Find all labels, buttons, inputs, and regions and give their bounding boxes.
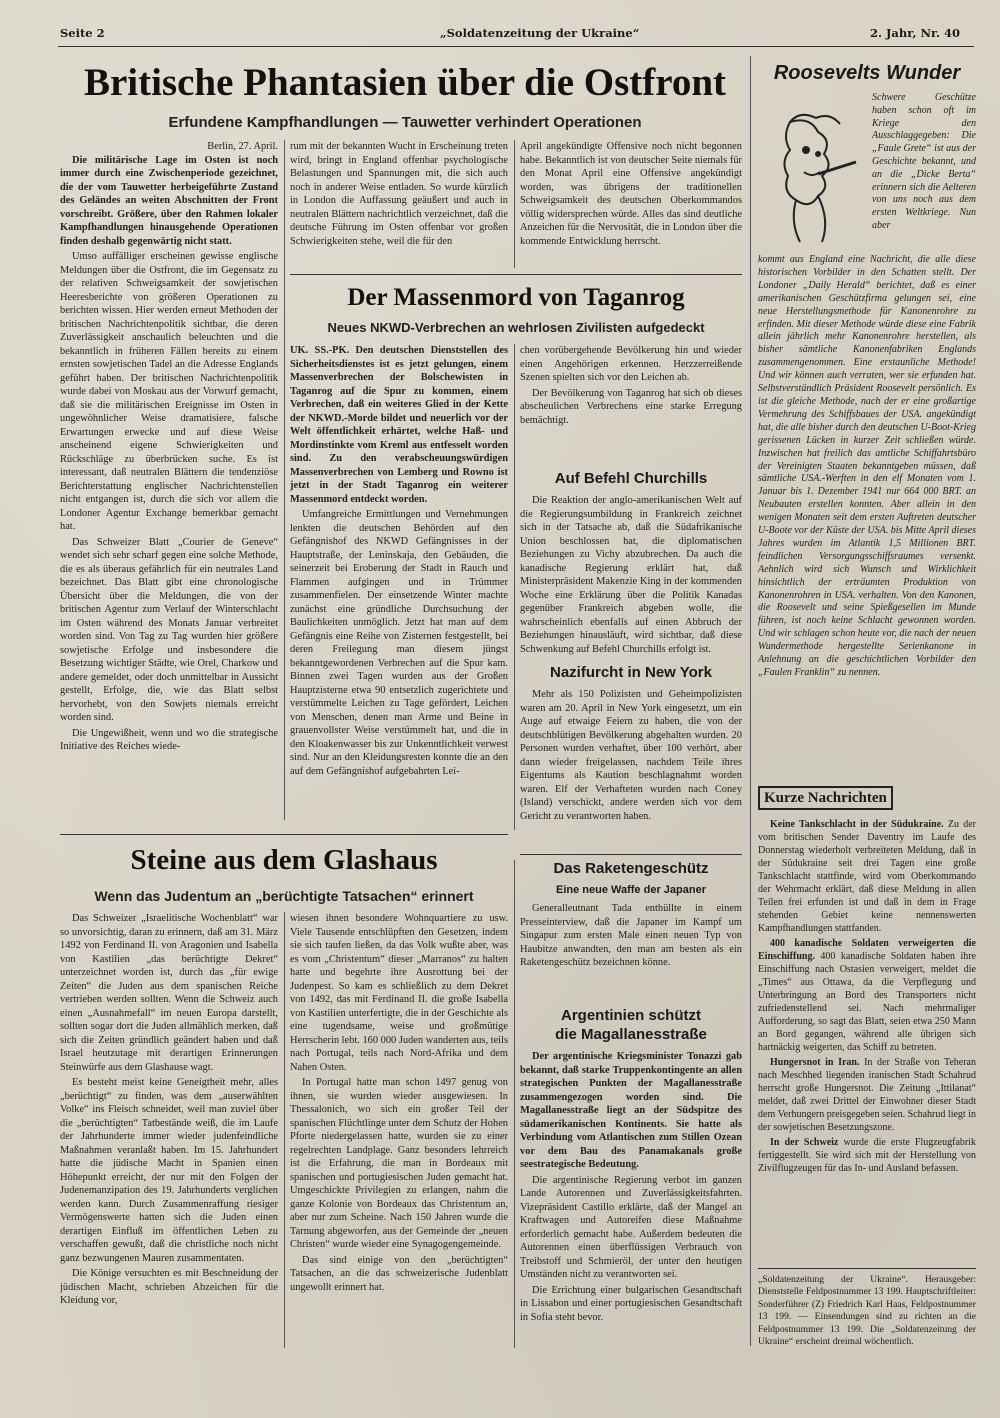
article1-paragraph: Die Ungewißheit, wenn und wo die strategische Initiative des Reiches wiede-	[60, 727, 278, 752]
rakete-body	[520, 902, 742, 998]
news-item	[758, 1056, 976, 1134]
rakete-title: Das Raketengeschütz	[553, 860, 709, 877]
news-item-head: 400 kanadische Soldaten verweigerten die Einschiffung.	[758, 938, 976, 962]
column-divider	[284, 912, 285, 1348]
steine-paragraph: Das Schweizer „Israelitische Wochenblatt“ war so unvorsichtig, daran zu erinnern, daß am 31. März 1492 von Ferdinand II. von Aragonien und Isabella von Kastilien „das berüchtigte Dekret“ unterzeichnet worden ist, durch das „für ewige Zeiten“ die Juden aus dem spanischen Reiche vertrieben werden sollten. Wenn die Schweiz auch einen „Ausnahmefall“ im neuen Europa darstellt, sollten sogar dort die Juden allmählich merken, daß sich die Zeiten gründlich geändert haben und daß Israel heutzutage mit derartigen Erinnerungen Steinwürfe aus dem Glashause wagt.	[60, 913, 278, 1073]
article1-subtitle: Erfundene Kampfhandlungen — Tauwetter verhindert Operationen	[168, 114, 642, 131]
news-item	[758, 937, 976, 1054]
news-item	[758, 818, 976, 935]
rakete-subtitle: Eine neue Waffe der Japaner	[556, 884, 706, 896]
roosevelt-paragraph: kommt aus England eine Nachricht, die alle diese historischen Vorbilder in den Schatten stellt. Der Londoner „Daily Herald“ berichtet, daß es einer amerikanischen Geschützfirma gelungen sei, eine neue Herstellungsmethode für Kanonenrohre zu erfinden. Mit dieser Methode würde diese eine Fabrik allein jährlich mehr Kanonenrohre herstellen, als bisher sämtliche Kanonenfabriken Englands zusammengenommen. Eine erstaunliche Methode! Und wir können auch verraten, wer sie erfunden hat. Selbstverständlich Präsident Roosevelt persönlich. Es ist die gleiche Methode, nach der er eine großartige Vermehrung des Schiffsbaues der USA. angekündigt hat, die alle bisher durch den deutschen U-Boot-Krieg gerissenen Lücken in kurzer Zeit schließen würde. Inzwischen hat freilich das amtliche Schiffahrtsbüro der Vereinigten Staaten bekanntgeben müssen, daß sämtliche USA.-Werften in den elf Monaten vom 1. Januar bis 1. Dezember 1941 nur 664 000 BRT. an Neubauten erstellen konnten. Aber allein in den wenigen Monaten seit dem ersten Auftreten deutscher U-Boote vor der Küste der USA. bis Mitte April dieses Jahres wurden im Atlantik 1,5 Millionen BRT. feindlichen Versorgungsschiffsraumes versenkt. Aehnlich wird sich Wunsch und Wirklichkeit hinsichtlich der erträumten Produktion von Kanonenrohren in USA. verhalten. Von den Kanonen, die Roosevelt und seine Spießgesellen im Munde führen, ist noch keine Schlacht gewonnen worden. Und wir schlagen schon heute vor, die nach der neuen Wundermethode hergestellte Serienkanone in Anlehnung an die geschichtlichen Vorbilder den „Faulen Franklin“ zu nennen.	[758, 254, 976, 678]
column-divider	[284, 140, 285, 820]
churchill-body	[520, 494, 742, 660]
steine-paragraph: Das sind einige von den „berüchtigten“ Tatsachen, an die das schweizerische Judenblatt ungewollt erinnert hat.	[290, 1254, 508, 1293]
section-rule	[290, 274, 742, 275]
kurz-body	[758, 818, 976, 1262]
article2-subtitle: Neues NKWD-Verbrechen an wehrlosen Zivilisten aufgedeckt	[327, 320, 705, 335]
page-header	[60, 26, 960, 44]
steine-paragraph: wiesen ihnen besondere Wohnquartiere zu usw. Viele Tausende entschlüpften den Gesetzen, indem sie sich taufen ließen, da das Volk wußte aber, was es vom „Christentum“ dieser „Marranos“ zu halten hatte und begehrte ihre Ausrottung bei der Judenpest. So kam es schließlich zu dem Dekret von 1492, das mit Ferdinand II. die große Isabella von Kastilien unterfertigte, die in der Geschichte als eine tugendsame, weise und großmütige Herrscherin lebt. 160 000 Juden wanderten aus, teils nach Portugal, teils nach Nord-Afrika und dem Nahen Osten.	[290, 913, 508, 1073]
section-rule	[60, 834, 508, 835]
article1-paragraph: Das Schweizer Blatt „Courier de Geneve“ wendet sich sehr scharf gegen eine solche Methode, die es als überaus gefährlich für ein neutrales Land bezeichnet. Das Blatt gibt eine chronologische Übersicht über die Meldungen, die von der britischen Agentur zum Verlauf der Winterschlacht im Osten während des Monats Januar verbreitet worden sind. Von Tag zu Tag wurden hier größere sowjetische Erfolge und insbesondere die Besetzung wichtiger Städte, wie Orel, Charkow und andere gemeldet, oder doch unmittelbar in Aussicht gestellt, Erfolge, die, wie das Blatt selbst hervorhebt, von den Sowjets niemals erreicht worden sind.	[60, 536, 278, 723]
article2-column-1	[290, 344, 508, 830]
argentinien-paragraph: Die argentinische Regierung verbot im ganzen Lande Autorennen und Zuverlässigkeitsfahrten. Vizepräsident Castillo erklärte, daß der Mangel an Kraftwagen und Autoreifen diese Maßnahme erforderlich gemacht habe. Außerdem bedeuten die Autorennen einen überflüssigen Verbrauch von Treibstoff und Schmieröl, der unter den heutigen Umständen nicht zu verantworten sei.	[520, 1174, 742, 1280]
argentinien-title	[520, 1006, 742, 1044]
newyork-paragraph: Mehr als 150 Polizisten und Geheimpolizisten waren am 20. April in New York eingesetzt, um ein Auge auf etwaige Feiern zu haben, die von der deutschblütigen Bevölkerung abgehalten wurden. 20 Personen wurden verhaftet, über 100 verhört, aber dann wieder freigelassen, nachdem Teile ihres Eigentums als Kaution beschlagnahmt worden waren. Elf der Verhafteten wurden nach Coney (Island) verschickt, andere werden sich vor dem Gericht zu verantworten haben.	[520, 689, 742, 822]
column-divider	[514, 860, 515, 1348]
news-item	[758, 1136, 976, 1175]
roosevelt-body	[758, 254, 976, 778]
steine-paragraph: Es besteht meist keine Geneigtheit mehr, alles „berüchtigt“ zu finden, was dem „auserwählten Volke“ ins Fleisch schneidet, weil man zuviel über die „berüchtigten“ Tatbestände weiß, die im Laufe der Jahrhunderte immer wieder judenfeindliche Maßnahmen veranlaßt haben. Im 15. Jahrhundert hatte die jüdische Macht in Spanien einen Höhepunkt erreicht, der nur mit den Folgen der Judenemanzipation des 19. Jahrhunderts verglichen werden kann. Durch Zusammenraffung riesiger Vermögenswerte hatten sich die Juden einen derartigen Einfluß im öffentlichen Leben zu verschaffen gewußt, daß die christliche noch nicht ganz bezwungenen Mauren zusammentaten.	[60, 1077, 278, 1264]
news-item-text: wurde die erste Flugzeugfabrik fertiggestellt. Sie wird sich mit der Herstellung von Zivilflugzeugen für das In- und Ausland befassen.	[758, 1137, 976, 1174]
rakete-paragraph: Generalleutnant Tada enthüllte in einem Presseinterview, daß die Japaner im Kampf um Singapur zum ersten Male einen neuen Typ von Haubitze anwandten, den man am besten als ein Raketengeschütz bezeichnen könne.	[520, 903, 742, 968]
article2-title: Der Massenmord von Taganrog	[347, 284, 685, 311]
article2-paragraph: Der Bevölkerung von Taganrog hat sich ob dieses abscheulichen Verbrechens eine starke Erregung bemächtigt.	[520, 387, 742, 426]
imprint-rule	[758, 1268, 976, 1269]
article1-paragraph: April angekündigte Offensive noch nicht begonnen habe. Bekanntlich ist von deutscher Seite niemals für den Monat April eine Offensive angekündigt worden, was übrigens der traditionellen Schweigsamkeit des deutschen Oberkommandos völlig widersprechen würde. Alles das sind deutliche Anzeichen für die Nervosität, die in London über die kommende Entwicklung herrscht.	[520, 141, 742, 247]
argentinien-title-line: die Magallanesstraße	[555, 1026, 707, 1043]
roosevelt-title: Roosevelts Wunder	[773, 62, 961, 84]
header-rule	[58, 46, 974, 47]
newyork-title: Nazifurcht in New York	[550, 664, 712, 681]
news-item-head: In der Schweiz	[770, 1137, 839, 1148]
article1-column-3	[520, 140, 742, 268]
article2-lead: UK. SS.-PK. Den deutschen Dienststellen des Sicherheitsdienstes ist es jetzt gelungen, einem Massenverbrechen der Bolschewisten in Taganrog auf die Spur zu kommen, einem Verbrechen, daß ein weiteres Glied in der Kette der NKWD.-Morde bildet und neuerlich vor der Welt öffentlichkeit erhärtet, welche Haß- und Mordinstinkte vom Kreml aus entfesselt worden sind. Zu den verabscheuungswürdigen Massenverbrechen von Lemberg und Rowno ist jetzt in der Stadt Taganrog ein weiterer Massenmord entdeckt worden.	[290, 345, 508, 505]
steine-column-1	[60, 912, 278, 1348]
argentinien-paragraph: Die Errichtung einer bulgarischen Gesandtschaft in Lissabon und einer portugiesischen Gesandtschaft in Sofia steht bevor.	[520, 1284, 742, 1323]
article2-paragraph: Umfangreiche Ermittlungen und Vernehmungen lenkten die deutschen Behörden auf den Gefängnishof des NKWD Gefängnisses in der Hauptstraße, der Leninskaja, den Gebäuden, die seinerzeit bei Eroberung der Stadt in Rauch und Flammen aufgingen und in Trümmer zusammenfielen. Der einsetzende Winter machte zunächst eine gründliche Durchsuchung der Baulichkeiten unmöglich. Jetzt hat man auf dem Gefängnis eine Reihe von Zisternen festgestellt, bei deren Freilegung man diesem jüngst bekanntgewordenen Verbrechen auf die Spur kam. Binnen zwei Tagen wurden aus der Großen Hauptzisterne etwa 90 entsetzlich zugerichtete und verstümmelte Leichen zu Tage gefördert, Leichen von Menschen, denen man Arme und Beine in grauenvollster Weise verstümmelt hat, und die in den Kloakenwasser bis zur Unkenntlichkeit verwest sind. Nur an den Kleidungsresten konnte die an den auf dem Gefängnishof aufgebahrten Lei-	[290, 509, 508, 777]
imprint: „Soldatenzeitung der Ukraine“. Herausgeber: Dienststelle Feldpostnummer 13 199. Hauptschriftleiter: Sonderführer (Z) Friedrich Karl Haas, Feldpostnummer 13 199. — Einsendungen sind zu richten an die Feldpostnummer 13 199. Die „Soldatenzeitung der Ukraine“ erscheint dreimal wöchentlich.	[758, 1274, 976, 1348]
article1-lead: Die militärische Lage im Osten ist noch immer durch eine Zwischenperiode gezeichnet, die der vom Tauwetter herbeigeführte Zustand des Geländes an weiten Abschnitten der Front vorschreibt. Größere, über den Rahmen lokaler Kampfhandlungen hinausgehende Operationen finden deshalb gegenwärtig nicht statt.	[60, 154, 278, 247]
steine-paragraph: Die Könige versuchten es mit Beschneidung der jüdischen Macht, schrieben Abzeichen für die Kleidung vor,	[60, 1268, 278, 1306]
kurz-title: Kurze Nachrichten	[758, 786, 893, 810]
article1-paragraph: Umso auffälliger erscheinen gewisse englische Meldungen über die Ostfront, die im Gegensatz zu der relativen Schweigsamkeit der sowjetischen Heeresberichte von größeren Operationen zu berichten wissen. Hier werden erneut Methoden der britischen Nachrichtenpolitik sichtbar, die deren Zuverlässigkeit anschaulich beleuchten und die bekanntlich in früheren Fällen bereits zu einem ernsten sowjetischen Tadel an die Adresse Englands geführt haben. Der britischen Nachrichtenpolitik wurde dabei von Moskau aus der Vorwurf gemacht, daß sie die militärischen Ereignisse im Osten in ungewöhnlicher Weise dramatisiere, falsche Erwartungen erwecke und auf diese Weise anscheinend eigene Schwierigkeiten und Rückschläge zu überbrücken suche. Es ist interessant, daß neutralen Blättern die tendenziöse Berichterstattung englischer Nachrichtenstellen nicht entgangen ist, durch die sich vor allem die Londoner Agentur Exchange bemerkbar gemacht hat.	[60, 251, 278, 532]
roosevelt-intro	[872, 92, 976, 254]
article1-title: Britische Phantasien über die Ostfront	[83, 61, 727, 104]
article1-paragraph: rum mit der bekannten Wucht in Erscheinung treten wird, bringt in England offenbar psychologische Belastungen und Spannungen mit, die sich auch noch in anderer Weise entladen. So wurde kürzlich in London die Auffassung geäußert und auch in neutralen Blättern nachrichtlich verzeichnet, daß die deutsche Führung im Osten offenbar vor großen Schwierigkeiten stehe, weil die für den	[290, 141, 508, 247]
news-item-text: In der Straße von Teheran nach Meschhed liegenden iranischen Stadt Schahrud herrscht große Hungersnot. Die Zeitung „Ittilanat“ meldet, daß zwei Drittel der Einwohner dieser Stadt dem Verhungern preisgegeben seien. Schahrud liegt in der sowjetischen Besetzungszone.	[758, 1057, 976, 1133]
steine-title: Steine aus dem Glashaus	[130, 844, 438, 876]
article1-column-1	[60, 140, 278, 820]
steine-column-2	[290, 912, 508, 1348]
argentinien-body	[520, 1050, 742, 1350]
argentinien-lead: Der argentinische Kriegsminister Tonazzi gab bekannt, daß starke Truppenkontingente an allen strategischen Punkten der Magallanesstraße zusammengezogen worden sind. Die Magallanesstraße liegt an der Südspitze des südamerikanischen Kontinents. Sie hatte als Verbindung vom Atlantischen zum Stillen Ozean vor dem Bau des Panamakanals große seestrategische Bedeutung.	[520, 1051, 742, 1170]
news-item-text: Zu der vom britischen Sender Daventry im Laufe des Donnerstag wiederholt verbreiteten Meldung, daß in der Südukraine seit drei Tagen eine große Tankschlacht stattfinde, wird vom Oberkommando der Wehrmacht erklärt, daß diese Meldung in allen Teilen frei erfunden ist und daß in dem in Frage stehenden Gebiet keine nennenswerten Kampfhandlungen stattfanden.	[758, 819, 976, 934]
column-divider	[514, 344, 515, 830]
page-number: Seite 2	[60, 26, 105, 40]
churchill-title: Auf Befehl Churchills	[554, 470, 708, 487]
article2-paragraph: chen vorübergehende Bevölkerung hin und wieder einen Angehörigen erkennen. Herzzerreißende Szenen spielten sich vor den Leichen ab.	[520, 345, 742, 383]
article1-column-2	[290, 140, 508, 268]
section-rule	[520, 854, 742, 855]
roosevelt-caricature-image	[760, 92, 872, 252]
argentinien-title-line: Argentinien schützt	[560, 1007, 701, 1024]
news-item-head: Hungersnot in Iran.	[770, 1057, 860, 1068]
issue-number: 2. Jahr, Nr. 40	[869, 26, 960, 40]
newspaper-name: „Soldatenzeitung der Ukraine“	[440, 26, 640, 40]
churchill-paragraph: Die Reaktion der anglo-amerikanischen Welt auf die Regierungsumbildung in Frankreich zeichnet sich in der Tatsache ab, daß die Südafrikanische Union beschlossen hat, die diplomatischen Beziehungen zu Vichy abzubrechen. Da auch die kanadische Regierung erklärt hat, daß Ministerpräsident Makenzie King in der kommenden Woche eine Erklärung über die Politik Kanadas gegenüber Frankreich abgeben wolle, die wahrscheinlich ebenfalls auf einen Abbruch der Beziehungen hinausläuft, wird sichtbar, daß diese Schwenkung auf Befehl Churchills erfolgt ist.	[520, 495, 742, 655]
article2-column-2	[520, 344, 742, 466]
column-divider	[750, 56, 751, 1346]
news-item-head: Keine Tankschlacht in der Südukraine.	[770, 819, 944, 830]
article1-dateline: Berlin, 27. April.	[207, 141, 278, 152]
steine-subtitle: Wenn das Judentum an „berüchtigte Tatsachen“ erinnert	[94, 888, 474, 904]
roosevelt-paragraph: Schwere Geschütze haben schon oft im Kriege den Ausschlaggegeben: Die „Faule Grete“ ist aus der Geschichte bekannt, und an die „Dicke Berta“ erinnern sich die Aelteren von uns noch aus dem ersten Weltkriege. Nun aber	[872, 92, 976, 231]
column-divider	[514, 140, 515, 268]
newyork-body	[520, 688, 742, 848]
news-item-text: 400 kanadische Soldaten haben ihre Einschiffung nach Ostasien verweigert, meldet die „Times“ aus Ottawa, da die Verpflegung und Unterbringung an Bord des Transporters nicht zufriedenstellend sei. Nach mehrmaliger Aufforderung, so sagt das Blatt, seien etwa 250 Mann an Bord gegangen, während alle übrigen sich hartnäckig weigerten, das Schiff zu betreten.	[758, 951, 976, 1053]
steine-paragraph: In Portugal hatte man schon 1497 genug von ihnen, sie wurden wieder ausgewiesen. In Thessalonich, wo sich ein großer Teil der spanischen Flüchtlinge unter dem Schutz der Hohen Pforte niedergelassen hatte, wurden sie zu einer regelrechten Landplage. Ganz besonders lehrreich ist die Erfahrung, die man in Bordeaux mit spanischen und portugiesischen Juden gemacht hat. Umgeschickte Privilegien zu erlangen, nahm die ganze Kolonie von Bordeaux das Christentum an, aber nur zum Scheine. Nach 150 Jahren wurde die Tarnung abgeworfen, aus der Gemeinde der „neuen Christen“ wurde wieder eine Synagogengemeinde.	[290, 1077, 508, 1250]
